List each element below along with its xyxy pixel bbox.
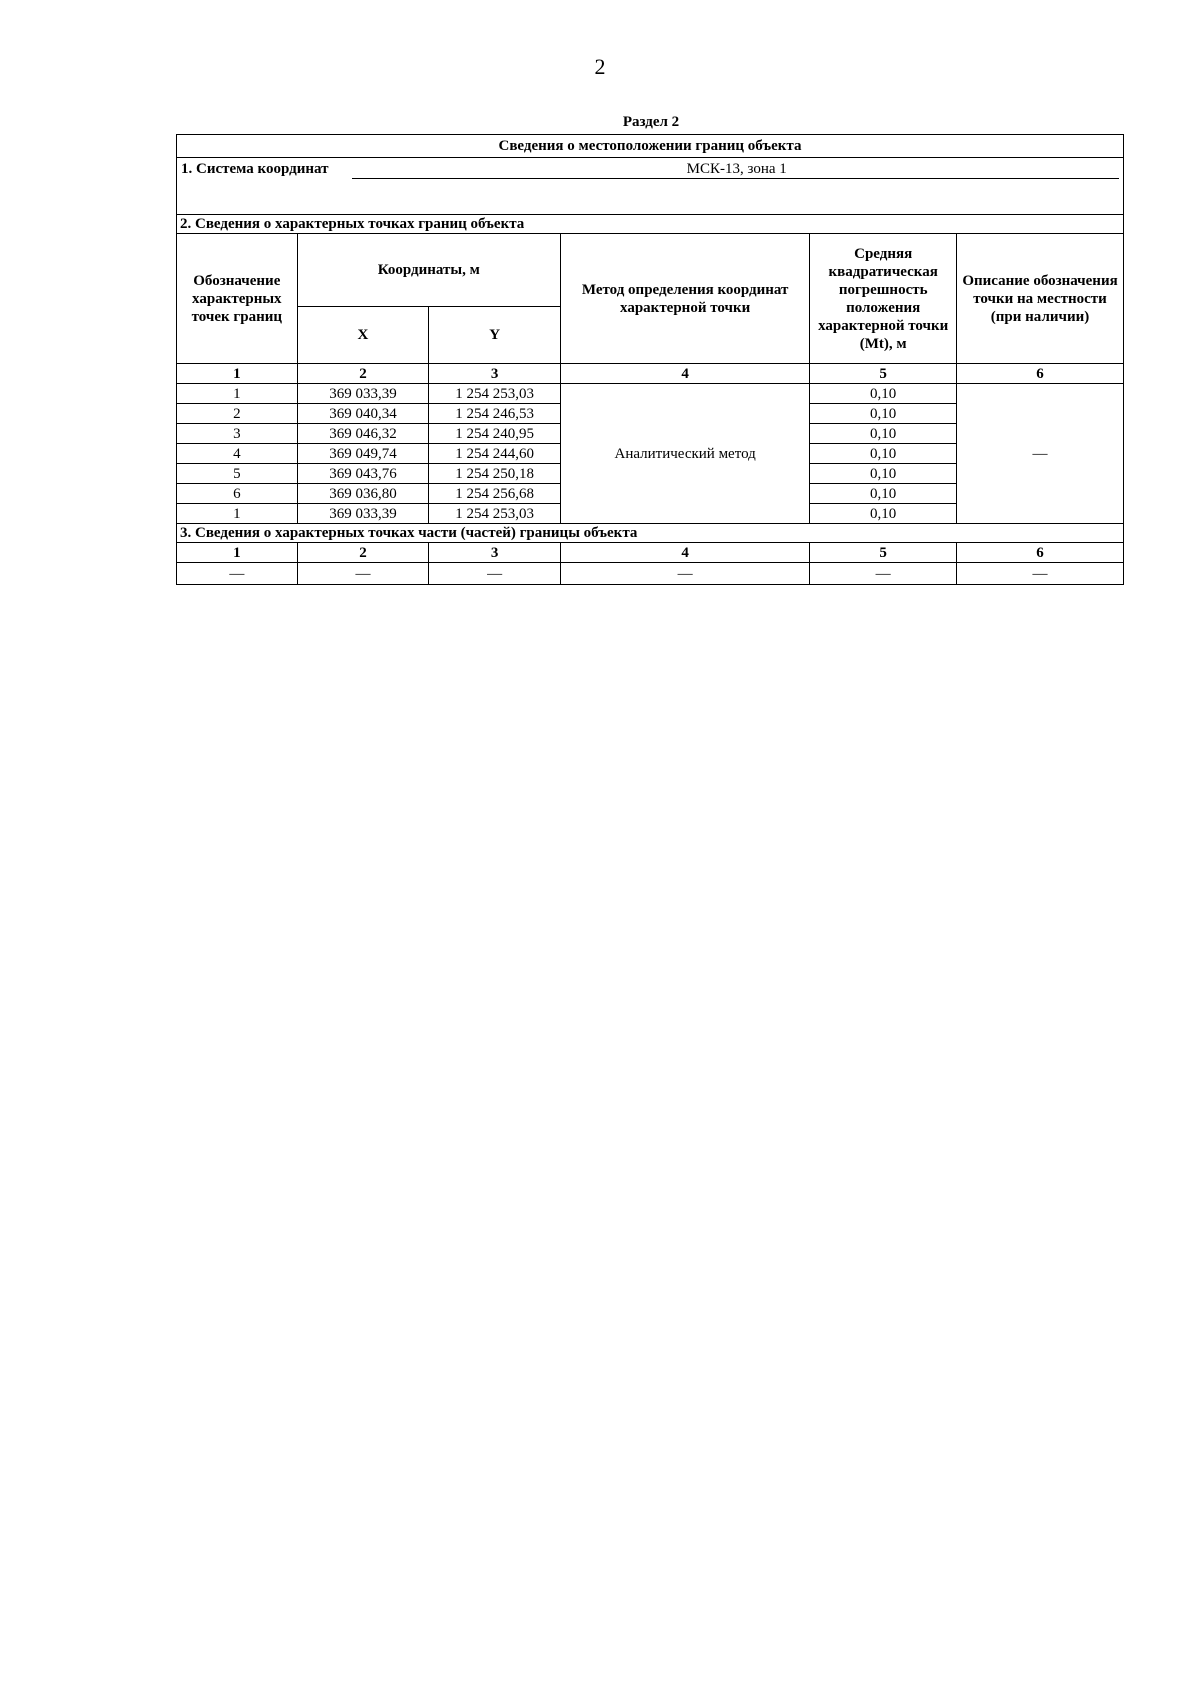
table-row bbox=[177, 563, 1124, 585]
section-title: Раздел 2 bbox=[622, 114, 680, 130]
coordinate-y: 1 254 253,03 bbox=[429, 384, 561, 404]
coordinate-x: 369 049,74 bbox=[297, 444, 429, 464]
column-number-row bbox=[177, 543, 1124, 563]
empty-value: — bbox=[429, 563, 561, 585]
empty-value: — bbox=[177, 563, 298, 585]
point-id: 2 bbox=[177, 404, 298, 424]
coordinate-y: 1 254 256,68 bbox=[429, 484, 561, 504]
table-title: Сведения о местоположении границ объекта bbox=[177, 135, 1124, 158]
accuracy-value: 0,10 bbox=[810, 444, 957, 464]
coordinate-system-value: МСК-13, зона 1 bbox=[352, 160, 1119, 179]
page-number: 2 bbox=[594, 54, 606, 79]
column-number: 6 bbox=[957, 364, 1124, 384]
point-id: 6 bbox=[177, 484, 298, 504]
point-id: 3 bbox=[177, 424, 298, 444]
column-number: 1 bbox=[177, 364, 298, 384]
coordinate-system-label: 1. Система координат bbox=[181, 161, 329, 177]
coordinate-x: 369 046,32 bbox=[297, 424, 429, 444]
point-id: 1 bbox=[177, 384, 298, 404]
method-value: Аналитический метод bbox=[561, 384, 810, 524]
accuracy-value: 0,10 bbox=[810, 384, 957, 404]
coordinate-x: 369 036,80 bbox=[297, 484, 429, 504]
empty-value: — bbox=[297, 563, 429, 585]
column-number: 5 bbox=[810, 364, 957, 384]
column-number: 6 bbox=[957, 543, 1124, 563]
points-section-title: 2. Сведения о характерных точках границ объекта bbox=[177, 215, 1124, 234]
header-y: Y bbox=[429, 307, 561, 364]
accuracy-value: 0,10 bbox=[810, 424, 957, 444]
coordinate-y: 1 254 250,18 bbox=[429, 464, 561, 484]
header-description: Описание обозначения точки на местности (при наличии) bbox=[957, 234, 1124, 364]
parts-section-title: 3. Сведения о характерных точках части (частей) границы объекта bbox=[177, 524, 1124, 543]
accuracy-value: 0,10 bbox=[810, 504, 957, 524]
column-number: 2 bbox=[297, 543, 429, 563]
column-number: 3 bbox=[429, 543, 561, 563]
column-number: 3 bbox=[429, 364, 561, 384]
empty-value: — bbox=[561, 563, 810, 585]
table-row bbox=[177, 384, 1124, 404]
coordinate-x: 369 043,76 bbox=[297, 464, 429, 484]
point-id: 4 bbox=[177, 444, 298, 464]
coordinate-y: 1 254 240,95 bbox=[429, 424, 561, 444]
description-value: — bbox=[957, 384, 1124, 524]
coordinate-x: 369 040,34 bbox=[297, 404, 429, 424]
empty-value: — bbox=[810, 563, 957, 585]
column-number: 5 bbox=[810, 543, 957, 563]
coordinate-system-cell bbox=[177, 158, 1124, 215]
column-number: 4 bbox=[561, 543, 810, 563]
header-coordinates: Координаты, м bbox=[297, 234, 560, 307]
accuracy-value: 0,10 bbox=[810, 464, 957, 484]
empty-value: — bbox=[957, 563, 1124, 585]
coordinate-y: 1 254 246,53 bbox=[429, 404, 561, 424]
point-id: 5 bbox=[177, 464, 298, 484]
coordinate-x: 369 033,39 bbox=[297, 384, 429, 404]
accuracy-value: 0,10 bbox=[810, 404, 957, 424]
accuracy-value: 0,10 bbox=[810, 484, 957, 504]
header-accuracy: Средняя квадратическая погрешность положения характерной точки (Mt), м bbox=[810, 234, 957, 364]
point-id: 1 bbox=[177, 504, 298, 524]
boundary-table bbox=[176, 134, 1124, 585]
column-number: 1 bbox=[177, 543, 298, 563]
header-designation: Обозначение характерных точек границ bbox=[177, 234, 298, 364]
coordinate-x: 369 033,39 bbox=[297, 504, 429, 524]
column-number: 2 bbox=[297, 364, 429, 384]
coordinate-y: 1 254 244,60 bbox=[429, 444, 561, 464]
header-x: X bbox=[297, 307, 429, 364]
coordinate-y: 1 254 253,03 bbox=[429, 504, 561, 524]
column-number: 4 bbox=[561, 364, 810, 384]
column-number-row bbox=[177, 364, 1124, 384]
header-method: Метод определения координат характерной точки bbox=[561, 234, 810, 364]
